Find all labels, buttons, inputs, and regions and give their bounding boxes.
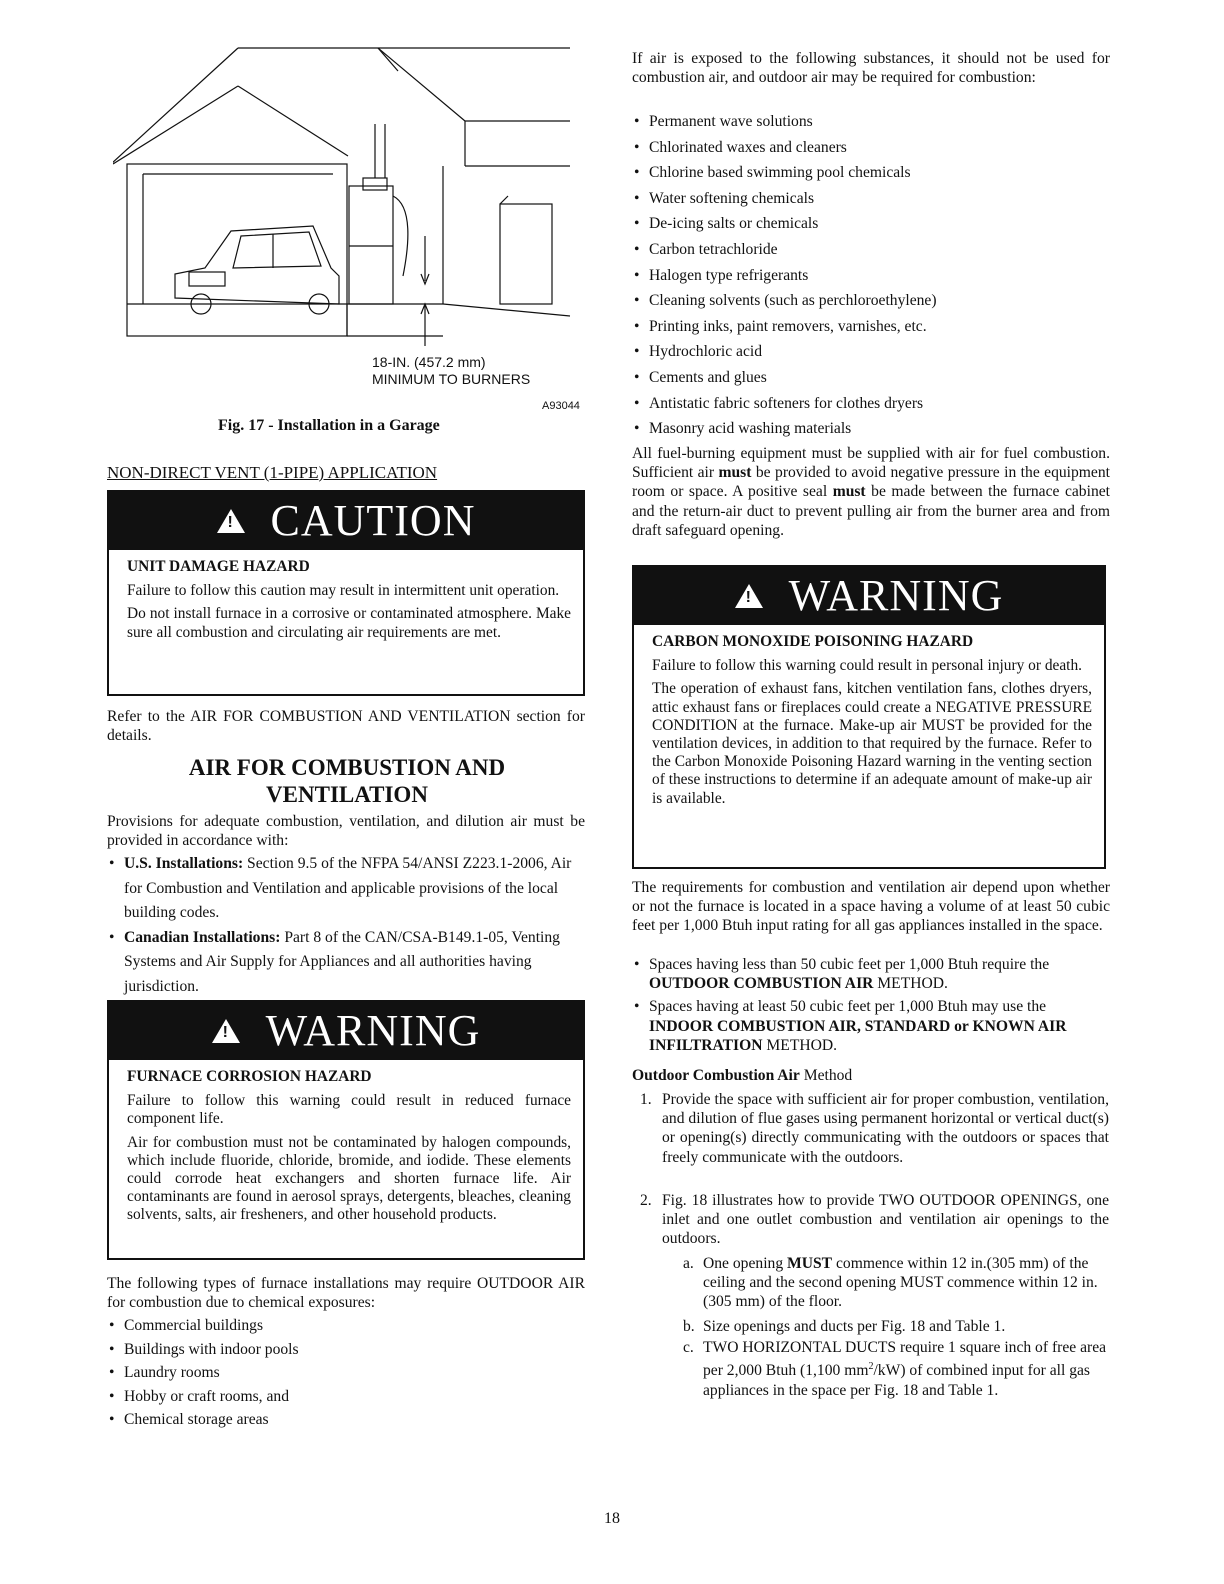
- list-item: • Masonry acid washing materials: [632, 416, 1110, 442]
- list-item: • Cleaning solvents (such as perchloroethylene): [632, 288, 1110, 314]
- requirements-paragraph: The requirements for combustion and ventilation air depend upon whether or not the furnace is located in a space having a volume of at least 50 cubic feet per 1,000 Btuh input rating for all gas appliances installed in the space.: [632, 879, 1110, 935]
- provisions-paragraph: Provisions for adequate combustion, ventilation, and dilution air must be provided in accordance with:: [107, 813, 585, 850]
- warning-label: WARNING: [265, 1006, 481, 1055]
- caution-paragraph: Do not install furnace in a corrosive or contaminated atmosphere. Make sure all combustion and circulating air requirements are met.: [127, 605, 571, 641]
- figure-code: A93044: [542, 400, 580, 412]
- list-item: • Commercial buildings: [107, 1314, 577, 1338]
- list-item: • Laundry rooms: [107, 1361, 577, 1385]
- list-item: • Hydrochloric acid: [632, 339, 1110, 365]
- list-item: • Carbon tetrachloride: [632, 237, 1110, 263]
- list-item: • Permanent wave solutions: [632, 109, 1110, 135]
- caution-paragraph: Failure to follow this caution may result in intermittent unit operation.: [127, 582, 560, 600]
- item-number: 1.: [640, 1091, 652, 1108]
- sub-item: a. One opening MUST commence within 12 in.(305 mm) of the ceiling and the second opening MUST commence within 12 in. (305 mm) of the floor.: [683, 1255, 1098, 1311]
- sub-item: c. TWO HORIZONTAL DUCTS require 1 square inch of free area per 2,000 Btuh (1,100 $mm^2/kW$) of combined input for all gas appliances in the space per Fig. 18 and Table 1.: [683, 1339, 1107, 1399]
- section-title: NON-DIRECT VENT (1-PIPE) APPLICATION: [107, 463, 438, 482]
- warning-triangle-icon: [212, 1019, 240, 1043]
- list-item: • Antistatic fabric softeners for clothes dryers: [632, 391, 1110, 417]
- dimension-value: 18-IN. (457.2 mm): [372, 354, 486, 370]
- warning-paragraph: Failure to follow this warning could result in reduced furnace component life.: [127, 1092, 571, 1128]
- installation-types-list: [107, 1314, 577, 1432]
- types-intro-paragraph: The following types of furnace installations may require OUTDOOR AIR for combustion due to chemical exposures:: [107, 1275, 585, 1312]
- list-item: • Buildings with indoor pools: [107, 1338, 577, 1362]
- list-item: • Printing inks, paint removers, varnishes, etc.: [632, 314, 1110, 340]
- figure-caption: Fig. 17 - Installation in a Garage: [218, 417, 440, 434]
- sub-item: b. Size openings and ducts per Fig. 18 and Table 1.: [683, 1318, 1006, 1335]
- substances-list: [632, 109, 1110, 442]
- warning-paragraph: Failure to follow this warning could result in personal injury or death.: [652, 657, 1082, 675]
- list-item: • Water softening chemicals: [632, 186, 1110, 212]
- list-item: • Hobby or craft rooms, and: [107, 1385, 577, 1409]
- list-item: • Cements and glues: [632, 365, 1110, 391]
- section-heading: AIR FOR COMBUSTION AND VENTILATION: [188, 755, 506, 807]
- warning-paragraph: Air for combustion must not be contaminated by halogen compounds, which include fluoride, chloride, bromide, and iodide. These elements could corrode heat exchangers and shorten furnace life. Air contaminants are found in aerosol sprays, detergents, bleaches, cleaning solvents, salts, air fresheners, and other household products.: [127, 1133, 571, 1224]
- warning-hazard-title: CARBON MONOXIDE POISONING HAZARD: [652, 633, 974, 650]
- numbered-item: 2. Fig. 18 illustrates how to provide TWO OUTDOOR OPENINGS, one inlet and one outlet combustion and ventilation air openings to the outdoors.: [640, 1192, 1109, 1248]
- co-warning-box: [632, 565, 1106, 869]
- dimension-note: MINIMUM TO BURNERS: [372, 371, 531, 387]
- garage-installation-figure: [113, 46, 583, 346]
- list-item: • Halogen type refrigerants: [632, 263, 1110, 289]
- list-item: • Spaces having less than 50 cubic feet per 1,000 Btuh require the OUTDOOR COMBUSTION AIR METHOD.: [632, 955, 1098, 993]
- warning-triangle-icon: [217, 509, 245, 533]
- caution-hazard-title: UNIT DAMAGE HAZARD: [127, 558, 310, 575]
- list-item: • U.S. Installations: Section 9.5 of the NFPA 54/ANSI Z223.1-2006, Air for Combustion and Ventilation and applicable provisions of the local building codes.: [107, 852, 577, 926]
- list-item: • Canadian Installations: Part 8 of the CAN/CSA-B149.1-05, Venting Systems and Air Supply for Appliances and all authorities having jurisdiction.: [107, 926, 577, 1000]
- numbered-item: 1. Provide the space with sufficient air for proper combustion, ventilation, and dilution of flue gases using permanent horizontal or vertical duct(s) or opening(s) directly communicating with the outdoors or spaces that freely communicate with the outdoors.: [640, 1091, 1109, 1166]
- list-item: • Chlorinated waxes and cleaners: [632, 135, 1110, 161]
- warning-box: [107, 1000, 585, 1260]
- list-item: • Spaces having at least 50 cubic feet per 1,000 Btuh may use the INDOOR COMBUSTION AIR, STANDARD or KNOWN AIR INFILTRATION METHOD.: [632, 997, 1098, 1055]
- list-item: • De-icing salts or chemicals: [632, 211, 1110, 237]
- page-number: 18: [604, 1510, 620, 1527]
- substances-intro: If air is exposed to the following substances, it should not be used for combustion air, and outdoor air may be required for combustion:: [632, 50, 1110, 87]
- caution-box: [107, 490, 585, 696]
- method-heading: Outdoor Combustion Air Method: [632, 1067, 853, 1084]
- figure-dimension-label: [372, 354, 530, 388]
- list-item: • Chemical storage areas: [107, 1408, 577, 1432]
- warning-header: [634, 567, 1104, 625]
- refer-paragraph: Refer to the AIR FOR COMBUSTION AND VENTILATION section for details.: [107, 708, 585, 745]
- caution-label: CAUTION: [270, 496, 476, 545]
- caution-header: [109, 492, 583, 550]
- warning-paragraph: The operation of exhaust fans, kitchen ventilation fans, clothes dryers, attic exhaust fans or fireplaces could create a NEGATIVE PRESSURE CONDITION at the furnace. Make-up air MUST be provided for the ventilation devices, in addition to that required by the furnace. Refer to the Carbon Monoxide Poisoning Hazard warning in the venting section of these instructions to determine if an adequate amount of make-up air is available.: [652, 680, 1092, 807]
- fuel-burning-paragraph: All fuel-burning equipment must be supplied with air for fuel combustion. Sufficient air must be provided to avoid negative pressure in the equipment room or space. A positive seal must be made between the furnace cabinet and the return-air duct to prevent pulling air from the burner area and from draft safeguard opening.: [632, 445, 1110, 539]
- installations-list: [107, 852, 577, 1000]
- item-number: 2.: [640, 1192, 652, 1209]
- warning-header: [109, 1002, 583, 1060]
- list-item: • Chlorine based swimming pool chemicals: [632, 160, 1110, 186]
- warning-triangle-icon: [735, 584, 763, 608]
- space-method-list: [632, 955, 1098, 1055]
- warning-label: WARNING: [788, 571, 1004, 620]
- warning-hazard-title: FURNACE CORROSION HAZARD: [127, 1068, 372, 1085]
